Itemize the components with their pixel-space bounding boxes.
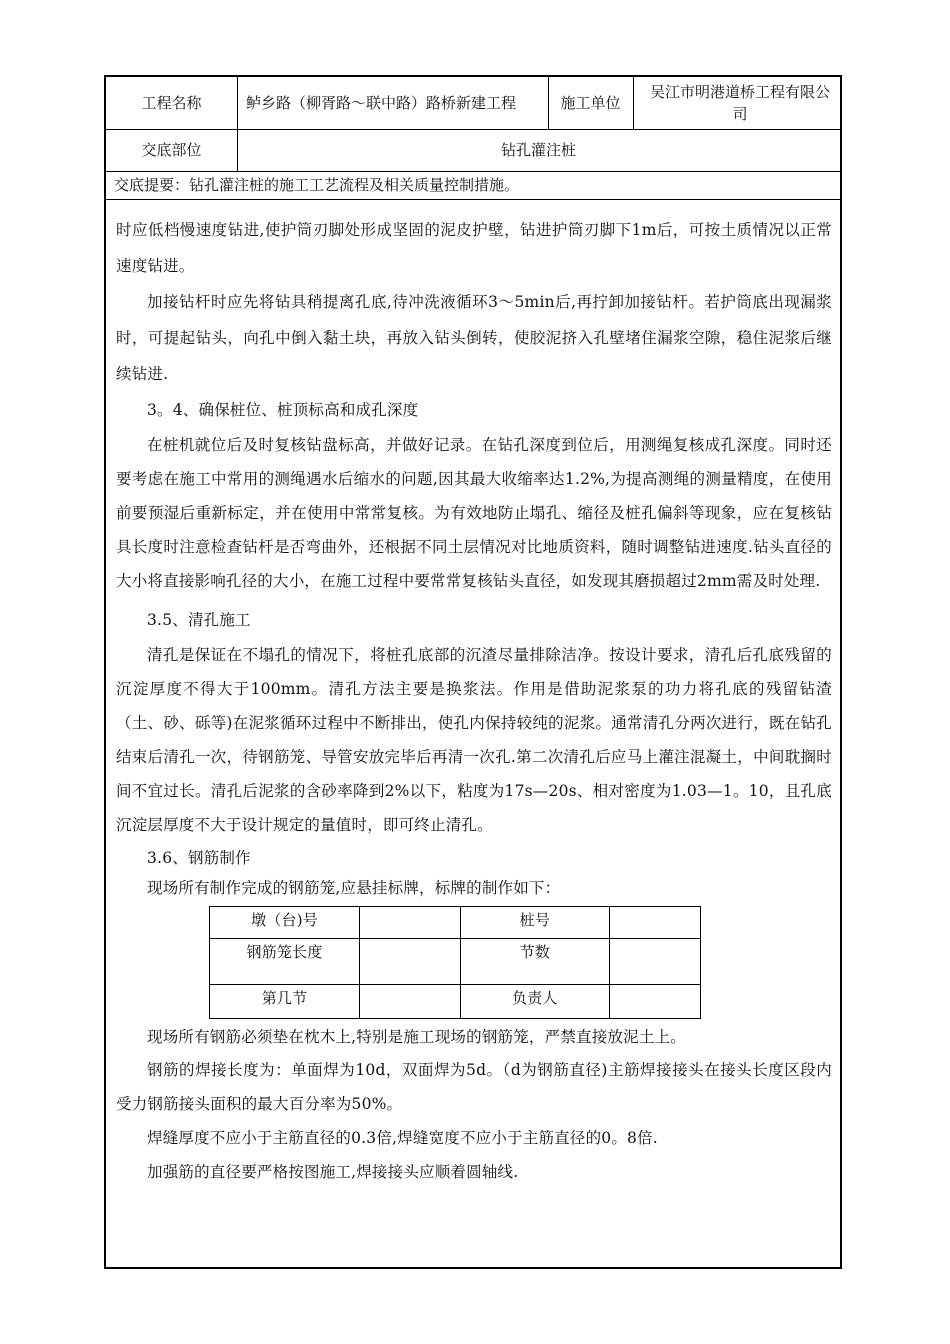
pier-value-cell bbox=[360, 907, 461, 939]
table-row bbox=[210, 985, 701, 1019]
handover-part-value: 钻孔灌注桩 bbox=[500, 141, 576, 159]
row-divider bbox=[106, 171, 840, 172]
paragraph: 清孔是保证在不塌孔的情况下，将桩孔底部的沉渣尽量排除洁净。按设计要求，清孔后孔底残留的沉淀厚度不得大于100mm。清孔方法主要是换浆法。作用是借助泥浆泵的功力将孔底的残留钻渣（土、砂、砾等)在泥浆循环过程中不断排出，使孔内保持较纯的泥浆。通常清孔分两次进行，既在钻孔结束后清孔一次，待钢筋笼、导管安放完毕后再清一次孔.第二次清孔后应马上灌注混凝土，中间耽搁时间不宜过长。清孔后泥浆的含砂率降到2%以下，粘度为17s—20s、相对密度为1.03—1。10，且孔底沉淀层厚度不大于设计规定的量值时，即可终止清孔。 bbox=[116, 646, 832, 834]
pier-label: 墩（台)号 bbox=[210, 907, 360, 939]
paragraph: 现场所有制作完成的钢筋笼,应悬挂标牌，标牌的制作如下： bbox=[147, 879, 561, 897]
section-heading: 3.6、钢筋制作 bbox=[147, 849, 251, 867]
section-count-value-cell bbox=[610, 939, 701, 985]
paragraph: 焊缝厚度不应小于主筋直径的0.3倍,焊缝宽度不应小于主筋直径的0。8倍. bbox=[147, 1129, 658, 1147]
paragraph: 加接钻杆时应先将钻具稍提离孔底,待冲洗液循环3～5min后,再拧卸加接钻杆。若护筒底出现漏浆时，可提起钻头，向孔中倒入黏土块，再放入钻头倒转，使胶泥挤入孔壁堵住漏浆空隙，稳住泥浆后继续钻进. bbox=[116, 293, 832, 383]
responsible-label: 负责人 bbox=[460, 985, 609, 1019]
paragraph: 钢筋的焊接长度为：单面焊为10d，双面焊为5d。（d为钢筋直径)主筋焊接接头在接头长度区段内受力钢筋接头面积的最大百分率为50%。 bbox=[116, 1061, 832, 1113]
handover-part-label: 交底部位 bbox=[141, 141, 202, 159]
column-divider bbox=[633, 77, 634, 129]
project-name-label: 工程名称 bbox=[141, 94, 202, 112]
paragraph: 加强筋的直径要严格按图施工,焊接接头应顺着圆轴线. bbox=[147, 1163, 519, 1181]
section-heading: 3.5、清孔施工 bbox=[147, 611, 251, 629]
handover-content bbox=[116, 212, 832, 1189]
constructor-label: 施工单位 bbox=[560, 94, 621, 112]
pile-label: 桩号 bbox=[460, 907, 609, 939]
section-heading: 3。4、确保桩位、桩顶标高和成孔深度 bbox=[147, 401, 419, 419]
table-row bbox=[210, 907, 701, 939]
cage-length-label: 钢筋笼长度 bbox=[210, 939, 360, 985]
pile-value-cell bbox=[610, 907, 701, 939]
paragraph: 现场所有钢筋必须垫在枕木上,特别是施工现场的钢筋笼，严禁直接放泥土上。 bbox=[147, 1028, 686, 1046]
table-row bbox=[210, 939, 701, 985]
cage-length-value-cell bbox=[360, 939, 461, 985]
handover-summary: 交底提要：钻孔灌注桩的施工工艺流程及相关质量控制措施。 bbox=[114, 176, 520, 194]
handover-record-frame bbox=[104, 75, 842, 1269]
section-no-value-cell bbox=[360, 985, 461, 1019]
paragraph: 在桩机就位后及时复核钻盘标高，并做好记录。在钻孔深度到位后，用测绳复核成孔深度。同时还要考虑在施工中常用的测绳遇水后缩水的问题,因其最大收缩率达1.2%,为提高测绳的测量精度，在使用前要预湿后重新标定，并在使用中常常复核。为有效地防止塌孔、缩径及桩孔偏斜等现象，应在复核钻具长度时注意检查钻杆是否弯曲外，还根据不同土层情况对比地质资料，随时调整钻进速度.钻头直径的大小将直接影响孔径的大小，在施工过程中要常常复核钻头直径，如发现其磨损超过2mm需及时处理. bbox=[116, 436, 832, 590]
responsible-value-cell bbox=[610, 985, 701, 1019]
row-divider bbox=[106, 199, 840, 200]
project-name-value: 鲈乡路（柳胥路～联中路）路桥新建工程 bbox=[246, 94, 517, 112]
rebar-cage-sign-table bbox=[209, 906, 701, 1019]
paragraph: 时应低档慢速度钻进,使护筒刃脚处形成坚固的泥皮护壁，钻进护筒刃脚下1m后，可按土质情况以正常速度钻进。 bbox=[116, 221, 832, 275]
section-no-label: 第几节 bbox=[210, 985, 360, 1019]
section-count-label: 节数 bbox=[460, 939, 609, 985]
constructor-value: 吴江市明港道桥工程有限公司 bbox=[649, 83, 830, 123]
